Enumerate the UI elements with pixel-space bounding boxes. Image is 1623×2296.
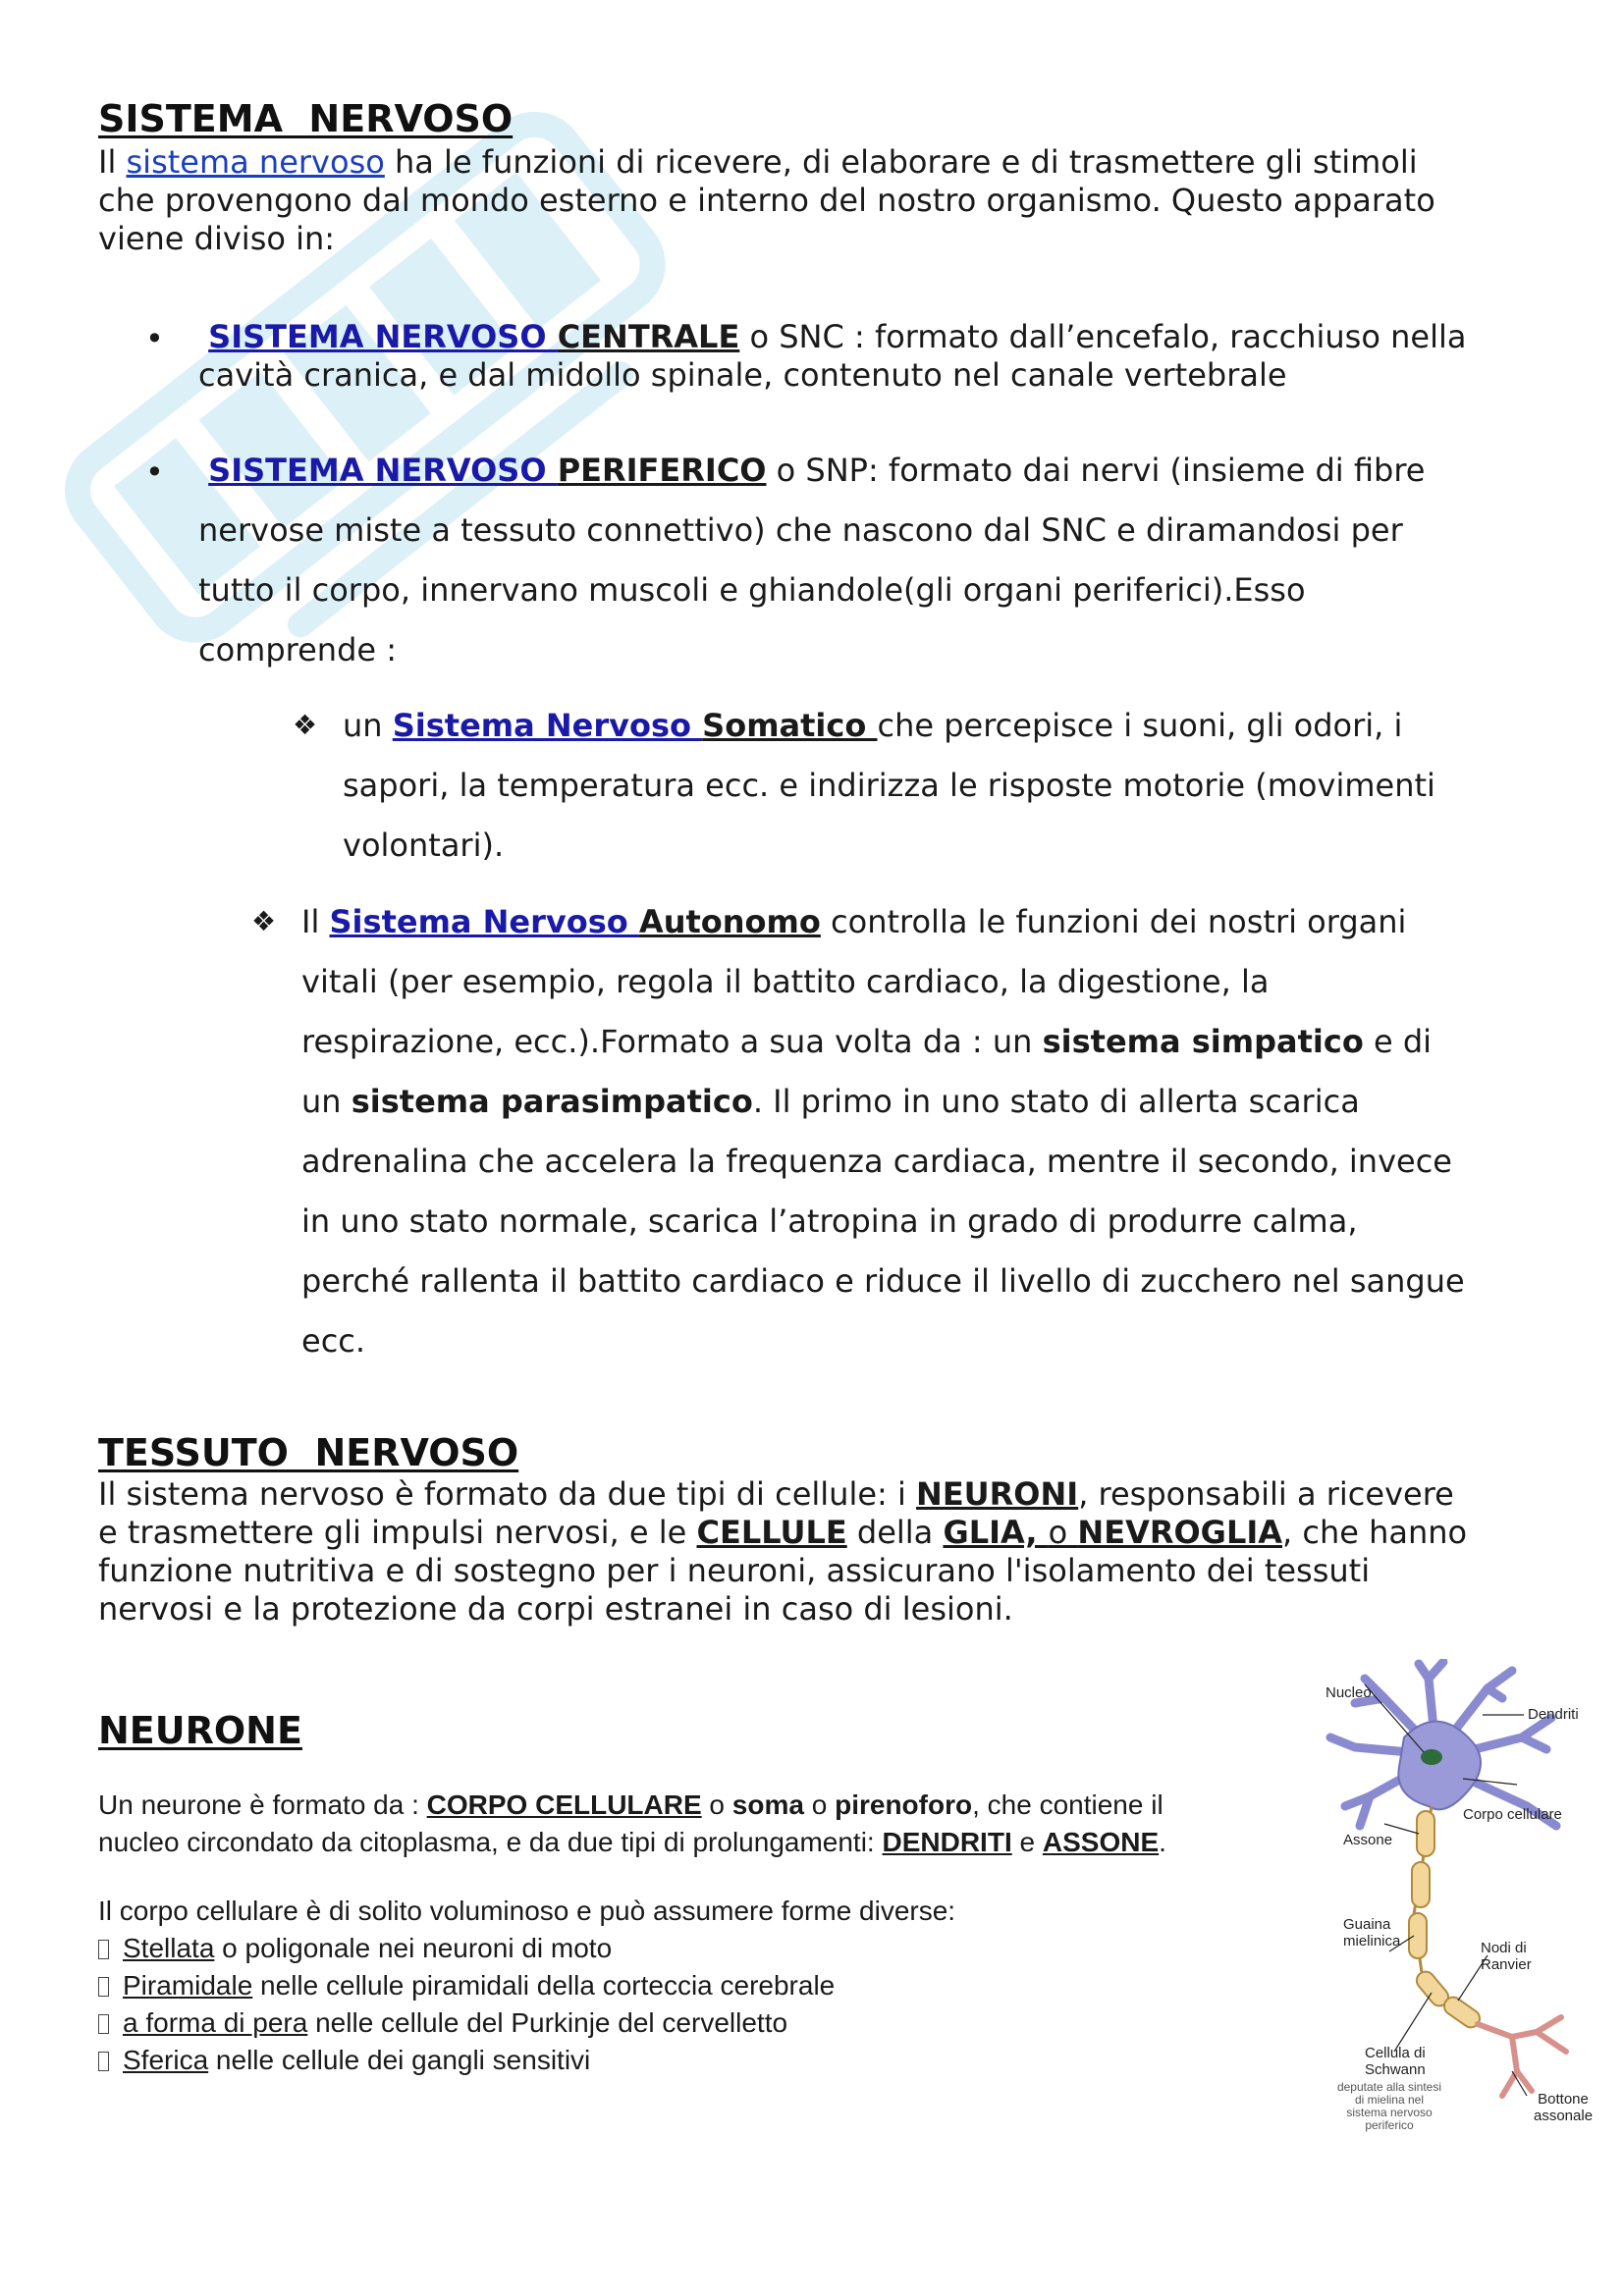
shape-list (98, 1930, 1316, 2079)
square-bullet-icon (98, 2014, 109, 2034)
list-item: Stellata o poligonale nei neuroni di moto (98, 1930, 1316, 1967)
heading-tessuto-nervoso: TESSUTO NERVOSO (98, 1431, 519, 1474)
neurone-paragraph: Un neurone è formato da : CORPO CELLULARE o soma o pirenoforo, che contiene il nucleo circondato da citoplasma, e da due tipi di prolungamenti: DENDRITI e ASSONE. Il corpo cellulare è di solito voluminoso e può assumere forme diverse: Stellata o poligonale nei neuroni di moto Piramidale nelle cellule piramidali della corteccia cerebrale a forma di pera nelle cellule del Purkinje del cervelletto Sferica nelle cellule dei gangli sensitivi (98, 1787, 1316, 2079)
square-bullet-icon (98, 2052, 109, 2071)
square-bullet-icon (98, 1977, 109, 1997)
subbullet-autonomo: Il Sistema Nervoso Autonomo controlla le funzioni dei nostri organi vitali (per esempio, regola il battito cardiaco, la digestione, la respirazione, ecc.).Formato a sua volta da : un sistema simpatico e di un sistema parasimpatico. Il primo in uno stato di allerta scarica adrenalina che accelera la frequenza cardiaca, mentre il secondo, invece in uno stato normale, scarica l’atropina in grado di produrre calma, perché rallenta il battito cardiaco e riduce il livello di zucchero nel sangue ecc. (301, 903, 1465, 1360)
label-cellula-schwann: Cellula di Schwann (1365, 2045, 1426, 2078)
subbullet-somatico: un Sistema Nervoso Somatico che percepisce i suoni, gli odori, i sapori, la temperatura ecc. e indirizza le risposte motorie (movimenti volontari). (343, 707, 1435, 864)
diamond-bullet-icon: ❖ (251, 905, 277, 937)
bullet-snp: SISTEMA NERVOSO PERIFERICO o SNP: formato dai nervi (insieme di fibre nervose miste a tessuto connettivo) che nascono dal SNC e diramandosi per tutto il corpo, innervano muscoli e ghiandole(gli organi periferici).Esso comprende : (198, 452, 1426, 668)
square-bullet-icon (98, 1940, 109, 1959)
bullet-snc: SISTEMA NERVOSO CENTRALE o SNC : formato dall’encefalo, racchiuso nella cavità cranica, e dal midollo spinale, contenuto nel canale vertebrale (198, 318, 1467, 394)
neuron-diagram (1316, 1659, 1610, 2130)
bullet-dot-icon: • (145, 320, 164, 357)
list-item: a forma di pera nelle cellule del Purkinje del cervelletto (98, 2004, 1316, 2042)
sistema-nervoso-link[interactable]: sistema nervoso (126, 143, 385, 181)
label-schwann-note: deputate alla sintesi di mielina nel sistema nervoso periferico (1336, 2080, 1442, 2132)
cell-body-shape (1398, 1722, 1481, 1810)
heading-sistema-nervoso: SISTEMA NERVOSO (98, 97, 514, 140)
label-nucleo: Nucleo (1325, 1684, 1372, 1701)
list-item: Piramidale nelle cellule piramidali della corteccia cerebrale (98, 1967, 1316, 2004)
label-dendriti: Dendriti (1528, 1706, 1579, 1723)
tessuto-paragraph: Il sistema nervoso è formato da due tipi di cellule: i NEURONI, responsabili a ricevere e trasmettere gli impulsi nervosi, e le CELLULE della GLIA, o NEVROGLIA, che hanno funzione nutritiva e di sostegno per i neuroni, assicurano l'isolamento dei tessuti nervosi e la protezione da corpi estranei in caso di lesioni. (98, 1475, 1468, 1628)
label-corpo-cellulare: Corpo cellulare (1463, 1806, 1562, 1823)
diamond-bullet-icon: ❖ (293, 709, 318, 741)
neuron-figure (1316, 1659, 1610, 2130)
bullet-dot-icon: • (145, 454, 164, 491)
label-assone: Assone (1343, 1832, 1393, 1848)
label-guaina: Guaina mielinica (1343, 1916, 1401, 1949)
label-nodi-ranvier: Nodi di Ranvier (1481, 1940, 1532, 1973)
intro-paragraph: Il sistema nervoso ha le funzioni di ricevere, di elaborare e di trasmettere gli stimoli che provengono dal mondo esterno e interno del nostro organismo. Questo apparato viene diviso in: (98, 143, 1435, 257)
heading-neurone: NEURONE (98, 1709, 302, 1752)
nucleus-shape (1421, 1749, 1442, 1765)
label-bottone-assonale: Bottone assonale (1534, 2091, 1594, 2124)
list-item: Sferica nelle cellule dei gangli sensitivi (98, 2042, 1316, 2079)
